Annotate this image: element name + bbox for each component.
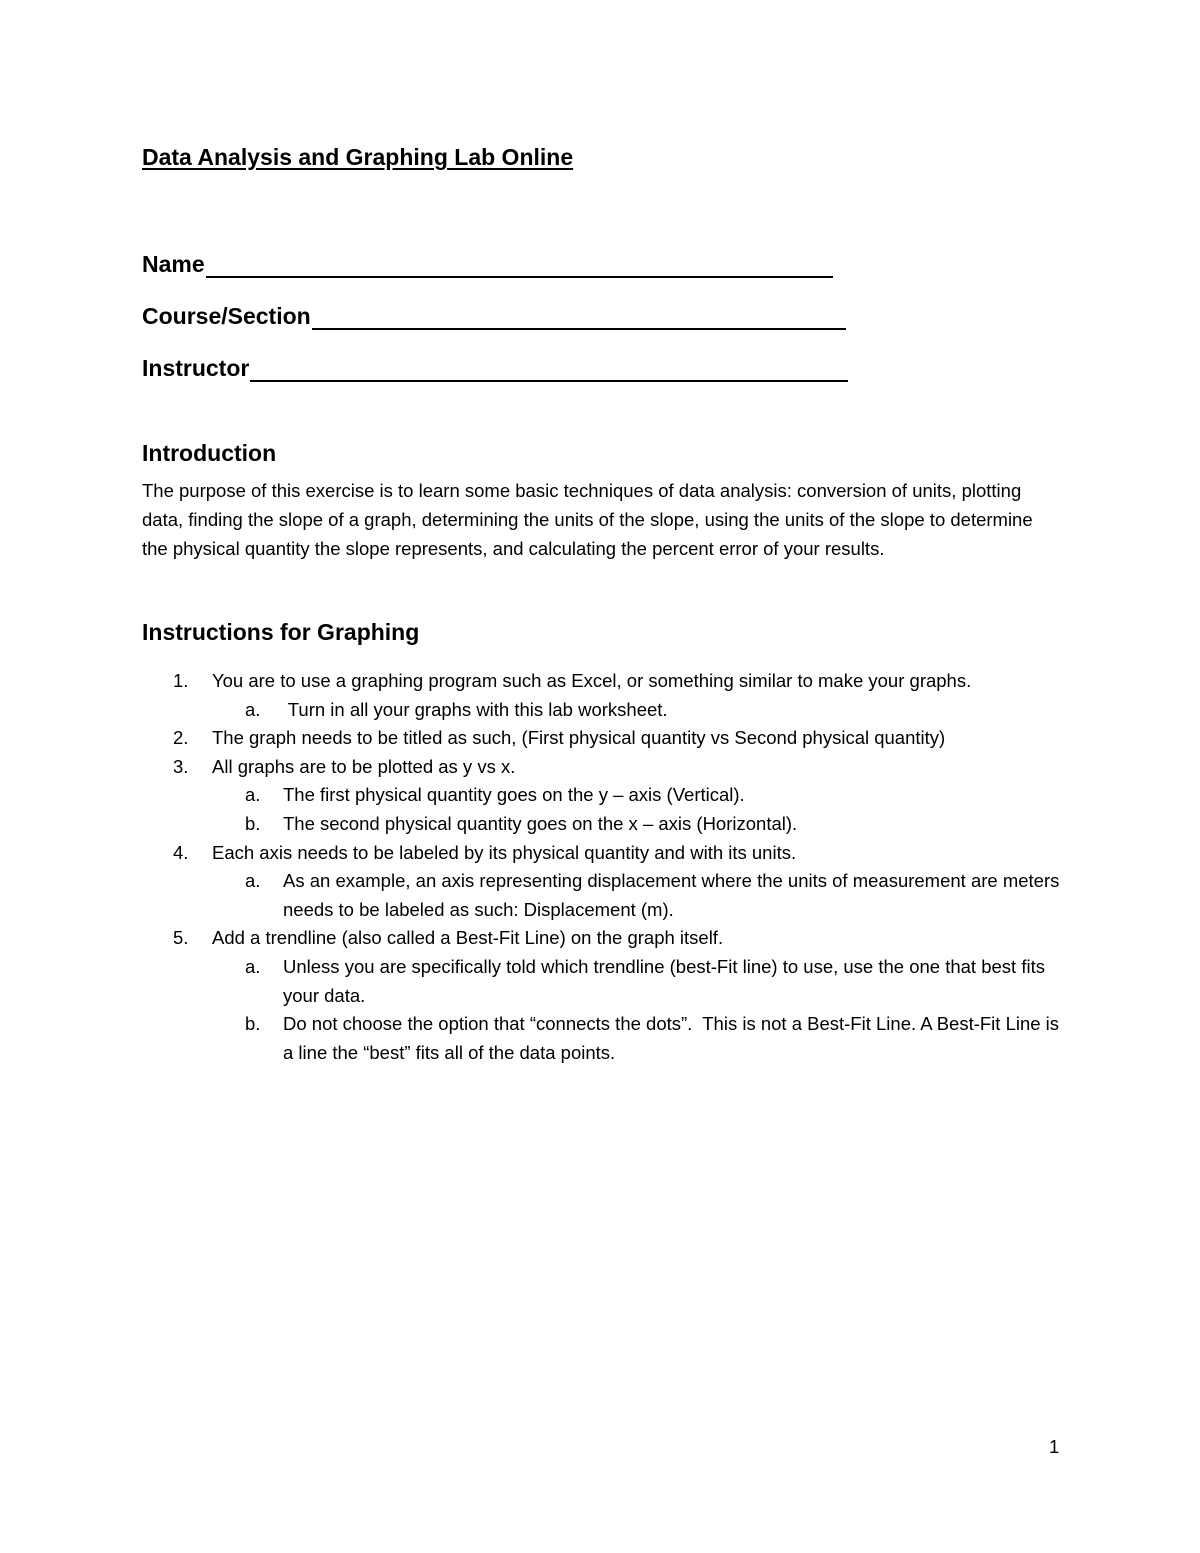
list-item-text: The graph needs to be titled as such, (First physical quantity vs Second physical quantity) bbox=[212, 727, 946, 749]
sub-list-item-text: Turn in all your graphs with this lab worksheet. bbox=[283, 698, 668, 720]
instructor-field bbox=[142, 352, 848, 382]
sub-list-item bbox=[142, 696, 1072, 725]
list-item bbox=[142, 724, 1072, 753]
sub-list-item bbox=[142, 810, 1072, 839]
list-item bbox=[142, 924, 1072, 953]
sub-list-item-text: Unless you are specifically told which trendline (best-Fit line) to use, use the one that best fits your data. bbox=[283, 955, 1045, 1006]
introduction-body: The purpose of this exercise is to learn some basic techniques of data analysis: conversion of units, plotting data, finding the slope of a graph, determining the units of the slope, using the units of the slope to determine the physical quantity the slope represents, and calculating the percent error of your results. bbox=[142, 480, 1033, 559]
instructions-list bbox=[142, 667, 1072, 1067]
list-item bbox=[142, 753, 1072, 782]
sub-list-item-text: The first physical quantity goes on the y – axis (Vertical). bbox=[283, 784, 745, 806]
instructor-blank-line[interactable] bbox=[250, 356, 848, 382]
list-item-text: Add a trendline (also called a Best-Fit Line) on the graph itself. bbox=[212, 927, 724, 949]
list-item-number: 2. bbox=[173, 727, 189, 749]
sub-list-item-letter: a. bbox=[245, 698, 261, 720]
list-item-number: 4. bbox=[173, 841, 189, 863]
course-section-field bbox=[142, 300, 846, 330]
name-field-label: Name bbox=[142, 251, 205, 277]
introduction-heading: Introduction bbox=[142, 440, 277, 466]
sub-list-item bbox=[142, 953, 1072, 1010]
sub-list-item-text: Do not choose the option that “connects the dots”. This is not a Best-Fit Line. A Best-Fit Line is a line the “best” fits all of the data points. bbox=[283, 1013, 1065, 1063]
list-item-number: 5. bbox=[173, 927, 189, 949]
list-item-number: 3. bbox=[173, 755, 189, 777]
sub-list-item-letter: b. bbox=[245, 1013, 261, 1035]
course-section-blank-line[interactable] bbox=[312, 304, 846, 330]
instructions-heading: Instructions for Graphing bbox=[142, 619, 420, 645]
list-item-text: You are to use a graphing program such as Excel, or something similar to make your graphs. bbox=[212, 670, 972, 691]
page-number: 1 bbox=[1049, 1436, 1060, 1457]
sub-list-item-text: The second physical quantity goes on the x – axis (Horizontal). bbox=[283, 812, 798, 834]
list-item-number: 1. bbox=[173, 670, 189, 691]
sub-list-item bbox=[142, 1010, 1072, 1067]
course-section-field-label: Course/Section bbox=[142, 303, 311, 329]
sub-list-item-text: As an example, an axis representing displacement where the units of measurement are meters needs to be labeled as such: Displacement (m). bbox=[283, 870, 1060, 920]
sub-list-item-letter: a. bbox=[245, 870, 261, 892]
sub-list-item bbox=[142, 867, 1072, 924]
name-blank-line[interactable] bbox=[206, 252, 833, 278]
sub-list-item bbox=[142, 781, 1072, 810]
list-item bbox=[142, 667, 1072, 696]
list-item bbox=[142, 839, 1072, 868]
instructor-field-label: Instructor bbox=[142, 355, 250, 381]
list-item-text: Each axis needs to be labeled by its physical quantity and with its units. bbox=[212, 841, 797, 863]
sub-list-item-letter: a. bbox=[245, 955, 261, 977]
list-item-text: All graphs are to be plotted as y vs x. bbox=[212, 755, 516, 777]
document-title: Data Analysis and Graphing Lab Online bbox=[142, 144, 574, 170]
sub-list-item-letter: a. bbox=[245, 784, 261, 806]
name-field bbox=[142, 248, 833, 278]
sub-list-item-letter: b. bbox=[245, 812, 261, 834]
